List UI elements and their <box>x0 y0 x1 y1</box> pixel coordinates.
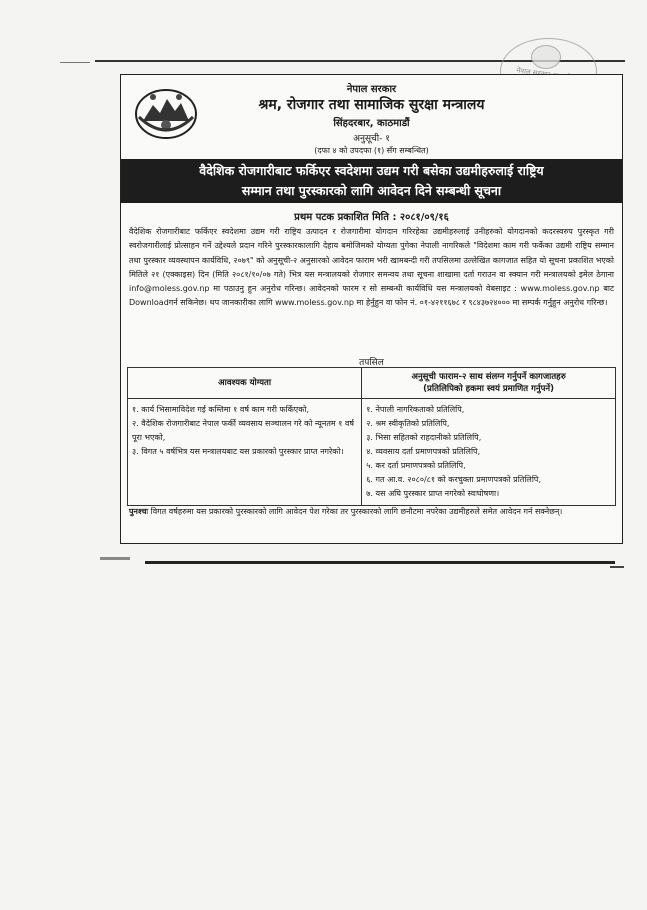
list-item: २. श्रम स्वीकृतिको प्रतिलिपि, <box>366 419 450 428</box>
postscript-label: पुनश्चः <box>129 507 149 516</box>
schedule-label: तपसिल <box>359 358 384 368</box>
document-list <box>362 399 616 506</box>
qualification-list <box>128 399 362 506</box>
list-item: ३. भिसा सहितको राहदानीको प्रतिलिपि, <box>366 433 482 442</box>
list-item: १. नेपाली नागरिकताको प्रतिलिपि, <box>366 405 465 414</box>
ministry-title: श्रम, रोजगार तथा सामाजिक सुरक्षा मन्त्रालय <box>258 97 485 113</box>
bottom-rule <box>145 561 615 564</box>
postscript-text: विगत वर्षहरुमा यस प्रकारको पुरस्कारको लागि आवेदन पेश गरेका तर पुरस्कारको लागि छनौटमा नपरेका उद्यमीहरुले समेत आवेदन गर्न सक्नेछन्। <box>148 507 563 516</box>
notice-body: वैदेशिक रोजगारीबाट फर्किएर स्वदेशमा उद्यम गरी राष्ट्रिय उत्पादन र रोजगारीमा योगदान गरिरहेका उद्यमीहरुलाई उनीहरुको योगदानको कदरस्वरुप पुरस्कृत गरी स्वरोजगारीलाई प्रोत्साहन गर्ने उद्देश्यले प्रदान गरिने पुरस्कारकालागि देहाय बमोजिमको योग्यता पुगेका नेपाली नागरिकले "विदेशमा काम गरी फर्केका उद्यमी राष्ट्रिय सम्मान तथा पुरस्कार व्यवस्थापन कार्यविधि, २०७९" को अनुसूची-२ अनुसारको आवेदन फाराम भरी खामबन्दी गरी तपसिलमा उल्लेखित कागजात सहित यो सूचना प्रकाशित भएको मितिले २१ (एक्काइस) दिन (मिति २०८१/१०/०७ गते) भित्र यस मन्त्रालयको रोजगार समन्वय तथा सूचना शाखामा दर्ता गराउन वा स्क्यान गरी मन्त्रालयको इमेल ठेगाना info@moless.gov.np मा पठाउनु हुन अनुरोध गरिन्छ। आवेदनको फारम र सो सम्बन्धी कार्यविधि यस मन्त्रालयको वेबसाइट : www.moless.gov.np बाट Downloadगर्न सकिनेछ। थप जानकारीका लागि www.moless.gov.np मा हेर्नुहुन वा फोन नं. ०१-४२११६७८ र ९८४३७२४००० मा सम्पर्क गर्नुहुन अनुरोध गरिन्छ। <box>129 227 614 308</box>
list-item: ४. व्यवसाय दर्ता प्रमाणपत्रको प्रतिलिपि, <box>366 447 481 456</box>
bottom-mark <box>100 557 130 560</box>
documents-header-line-1: अनुसूची फाराम-२ साथ संलग्न गर्नुपर्ने कागजातहरु <box>411 372 566 382</box>
notice-document <box>120 74 623 544</box>
list-item: ३. विगत ५ वर्षभित्र यस मन्त्रालयबाट यस प्रकारको पुरस्कार प्राप्त नगरेको। <box>132 447 344 456</box>
table-header-row <box>128 368 616 399</box>
list-item: ७. यस अघि पुरस्कार प्राप्त नगरेको स्वःघोषणा। <box>366 489 500 498</box>
headline-line-1: वैदेशिक रोजगारीबाट फर्किएर स्वदेशमा उद्यम गरी बसेका उद्यमीहरुलाई राष्ट्रिय <box>199 163 544 178</box>
published-date: प्रथम पटक प्रकाशित मिति : २०८१/०९/१६ <box>294 212 449 223</box>
list-item: २. वैदेशिक रोजगारीबाट नेपाल फर्की व्यवसाय सञ्चालन गरे को न्यूनतम १ वर्ष पूरा भएको, <box>132 419 355 442</box>
qualification-header: आवश्यक योग्यता <box>128 368 362 399</box>
headline-line-2: सम्मान तथा पुरस्कारको लागि आवेदन दिने सम्बन्धी सूचना <box>241 183 502 198</box>
table-row <box>128 399 616 506</box>
documents-header <box>362 368 616 399</box>
notice-headline <box>121 159 622 203</box>
ministry-address: सिंहदरबार, काठमाडौं <box>333 118 410 129</box>
list-item: ५. कर दर्ता प्रमाणपत्रको प्रतिलिपि, <box>366 461 466 470</box>
stamp-emblem-icon <box>531 45 561 69</box>
annex-label: अनुसूची- १ <box>353 134 390 144</box>
postscript-note <box>129 505 614 519</box>
rule-reference: (दफा ४ को उपदफा (१) सँग सम्बन्धित) <box>314 146 429 155</box>
bottom-rule-end <box>610 566 624 568</box>
requirements-table <box>127 367 616 506</box>
documents-header-line-2: (प्रतिलिपिको हकमा स्वयं प्रमाणित गर्नुपर्ने) <box>423 384 555 394</box>
list-item: १. कार्य भिसामाविदेश गई कम्तिमा १ वर्ष काम गरी फर्किएको, <box>132 405 309 414</box>
list-item: ६. गत आ.व. २०८०/८१ को करचुक्ता प्रमाणपत्रको प्रतिलिपि, <box>366 475 542 484</box>
margin-rule <box>60 62 90 63</box>
government-title: नेपाल सरकार <box>346 84 397 95</box>
